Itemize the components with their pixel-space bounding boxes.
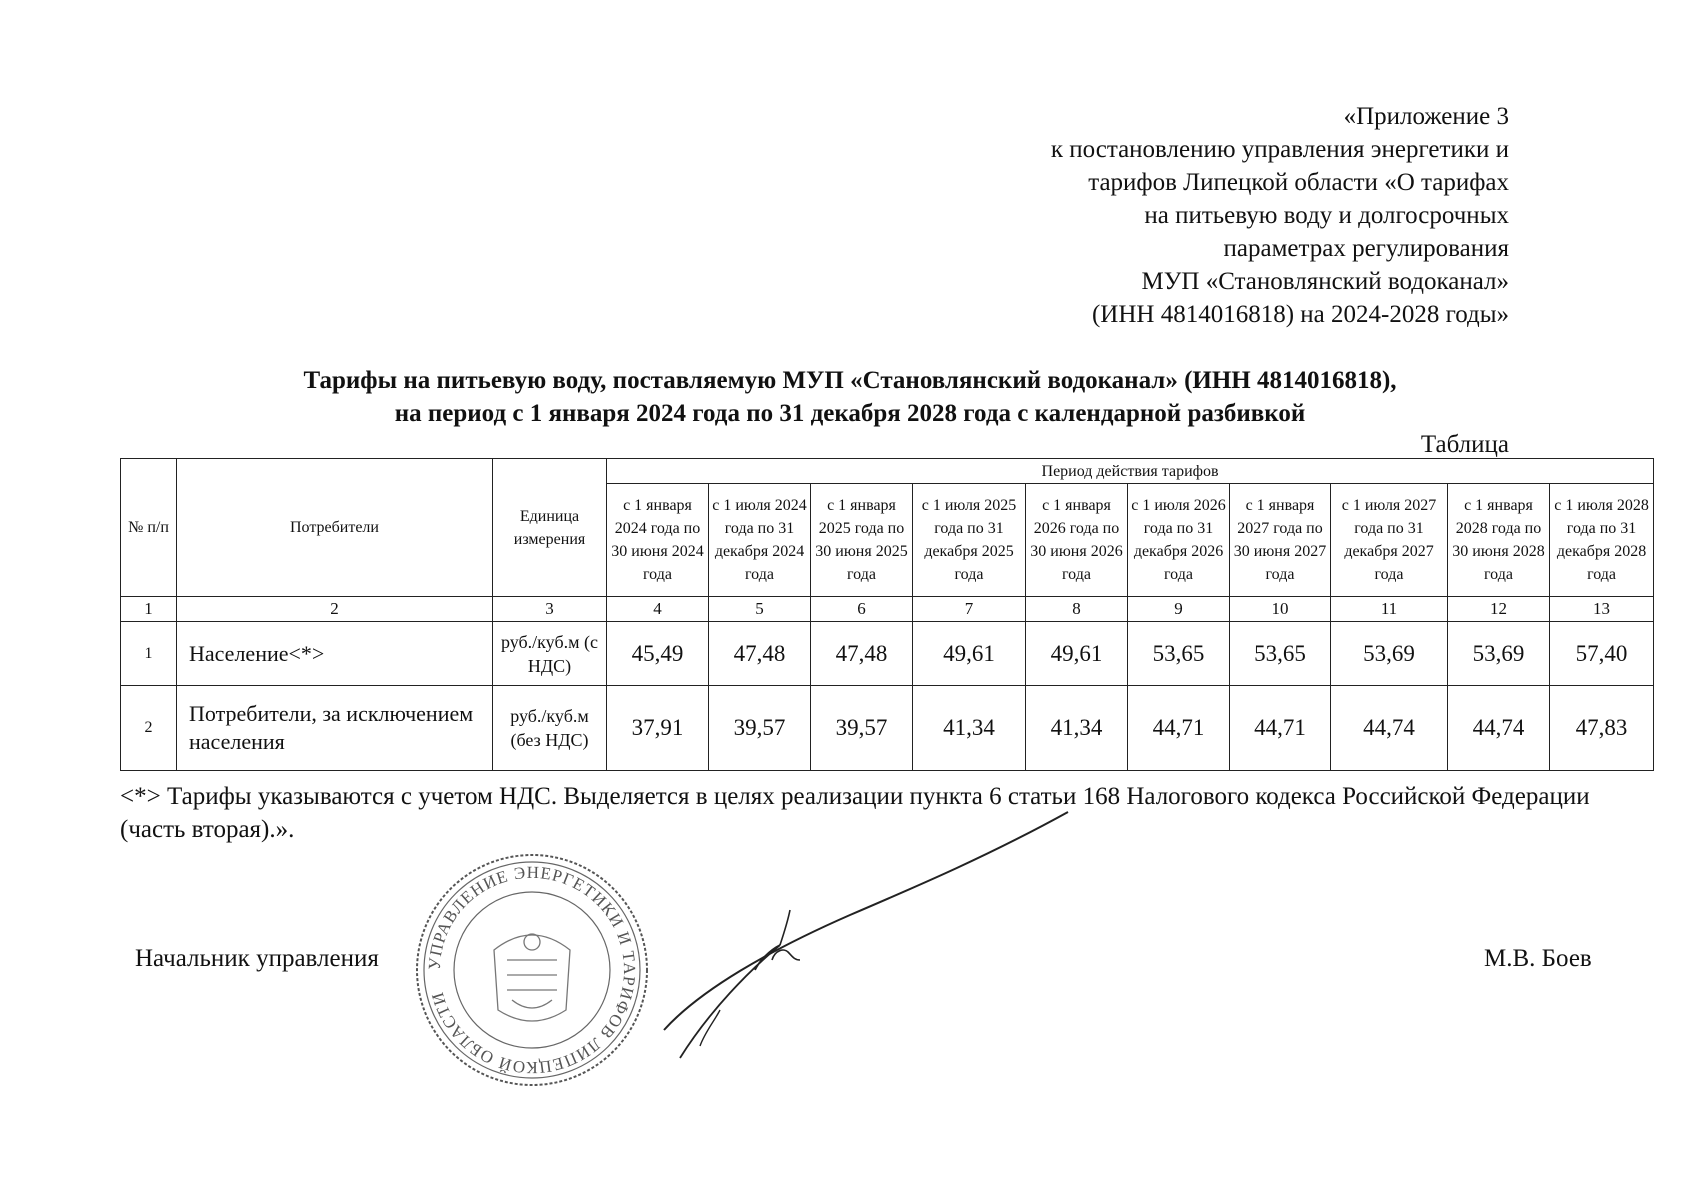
header-period: с 1 июля 2026 года по 31 декабря 2026 года [1128, 484, 1230, 597]
column-number: 6 [811, 597, 913, 622]
column-number: 10 [1230, 597, 1331, 622]
column-number: 1 [121, 597, 177, 622]
appendix-line: (ИНН 4814016818) на 2024-2028 годы» [1091, 301, 1509, 328]
tariff-value: 44,74 [1448, 686, 1550, 771]
table-row [121, 622, 1654, 686]
row-consumer: Население<*> [177, 622, 493, 686]
svg-text:УПРАВЛЕНИЕ ЭНЕРГЕТИКИ И ТАРИФО [425, 863, 639, 1077]
column-number-row [121, 597, 1654, 622]
header-row-group [121, 459, 1654, 484]
tariff-value: 45,49 [607, 622, 709, 686]
header-period: с 1 июля 2025 года по 31 декабря 2025 года [913, 484, 1026, 597]
title-line-1: Тарифы на питьевую воду, поставляемую МУП «Становлянский водоканал» (ИНН 4814016818), [303, 367, 1397, 394]
header-period: с 1 января 2024 года по 30 июня 2024 года [607, 484, 709, 597]
column-number: 2 [177, 597, 493, 622]
appendix-line: параметрах регулирования [1223, 235, 1509, 262]
tariff-value: 44,71 [1128, 686, 1230, 771]
row-index: 1 [121, 622, 177, 686]
tariff-value: 49,61 [913, 622, 1026, 686]
tariff-value: 37,91 [607, 686, 709, 771]
row-consumer: Потребители, за исключением населения [177, 686, 493, 771]
tariff-value: 47,83 [1550, 686, 1654, 771]
appendix-line: МУП «Становлянский водоканал» [1141, 268, 1509, 295]
signatory-name: М.В. Боев [1484, 945, 1592, 972]
column-number: 3 [493, 597, 607, 622]
official-seal [412, 850, 652, 1090]
header-period: с 1 июля 2027 года по 31 декабря 2027 года [1331, 484, 1448, 597]
tariff-value: 47,48 [811, 622, 913, 686]
column-number: 11 [1331, 597, 1448, 622]
column-number: 13 [1550, 597, 1654, 622]
tariff-value: 49,61 [1026, 622, 1128, 686]
tariff-value: 57,40 [1550, 622, 1654, 686]
appendix-line: к постановлению управления энергетики и [1050, 136, 1509, 163]
header-period: с 1 января 2026 года по 30 июня 2026 года [1026, 484, 1128, 597]
header-period: с 1 января 2025 года по 30 июня 2025 года [811, 484, 913, 597]
table-row [121, 686, 1654, 771]
header-consumers: Потребители [177, 459, 493, 597]
header-index: № п/п [121, 459, 177, 597]
header-period: с 1 января 2028 года по 30 июня 2028 года [1448, 484, 1550, 597]
column-number: 5 [709, 597, 811, 622]
tariff-table [120, 458, 1654, 771]
table-caption: Таблица [1420, 431, 1509, 458]
column-number: 8 [1026, 597, 1128, 622]
document-title [120, 364, 1580, 430]
seal-ring-text: УПРАВЛЕНИЕ ЭНЕРГЕТИКИ И ТАРИФОВ ЛИПЕЦКОЙ ОБЛАСТИ [424, 862, 640, 1078]
appendix-header [1051, 100, 1509, 331]
footnote: <*> Тарифы указываются с учетом НДС. Выделяется в целях реализации пункта 6 статьи 168 Налогового кодекса Российской Федерации (часть вторая).». [120, 783, 1590, 843]
tariff-value: 44,71 [1230, 686, 1331, 771]
column-number: 4 [607, 597, 709, 622]
tariff-value: 47,48 [709, 622, 811, 686]
appendix-line: «Приложение 3 [1343, 103, 1509, 130]
title-line-2: на период с 1 января 2024 года по 31 декабря 2028 года с календарной разбивкой [394, 400, 1306, 427]
signatory-position: Начальник управления [135, 945, 379, 972]
row-unit: руб./куб.м (с НДС) [493, 622, 607, 686]
tariff-value: 53,65 [1128, 622, 1230, 686]
header-period: с 1 января 2027 года по 30 июня 2027 года [1230, 484, 1331, 597]
tariff-value: 39,57 [709, 686, 811, 771]
tariff-value: 39,57 [811, 686, 913, 771]
row-index: 2 [121, 686, 177, 771]
tariff-value: 44,74 [1331, 686, 1448, 771]
column-number: 7 [913, 597, 1026, 622]
appendix-line: тарифов Липецкой области «О тарифах [1088, 169, 1509, 196]
tariff-value: 53,69 [1448, 622, 1550, 686]
tariff-value: 41,34 [1026, 686, 1128, 771]
appendix-line: на питьевую воду и долгосрочных [1144, 202, 1509, 229]
header-period: с 1 июля 2028 года по 31 декабря 2028 года [1550, 484, 1654, 597]
header-unit: Единица измерения [493, 459, 607, 597]
column-number: 12 [1448, 597, 1550, 622]
row-unit: руб./куб.м (без НДС) [493, 686, 607, 771]
tariff-value: 41,34 [913, 686, 1026, 771]
header-period: с 1 июля 2024 года по 31 декабря 2024 года [709, 484, 811, 597]
handwritten-signature [660, 800, 1080, 1060]
tariff-value: 53,65 [1230, 622, 1331, 686]
tariff-value: 53,69 [1331, 622, 1448, 686]
header-period-group: Период действия тарифов [607, 459, 1654, 484]
column-number: 9 [1128, 597, 1230, 622]
